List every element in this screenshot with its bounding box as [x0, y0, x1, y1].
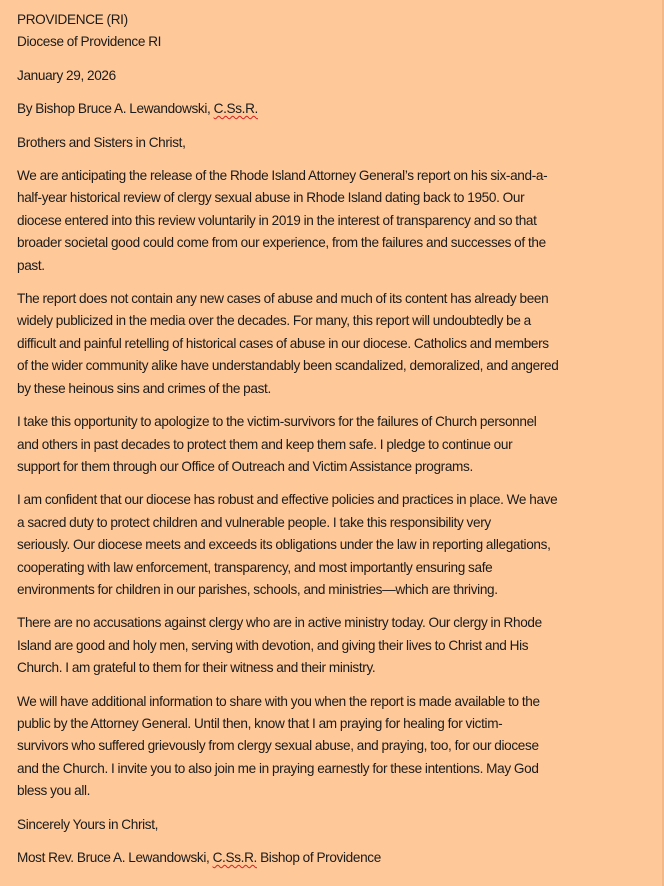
closing: Sincerely Yours in Christ,: [17, 816, 159, 832]
spacer: [17, 803, 657, 814]
signature-title: Bishop of Providence: [256, 850, 381, 865]
paragraph-line: There are no accusations against clergy who are in active ministry today. Our clergy in Rhode: [17, 615, 542, 631]
paragraph-line: of the wider community alike have understandably been scandalized, demoralized, and angered: [17, 358, 559, 374]
paragraph-3: [17, 411, 657, 478]
paragraph-line: widely publicized in the media over the decades. For many, this report will undoubtedly be a: [17, 313, 531, 329]
paragraph-line: I take this opportunity to apologize to the victim-survivors for the failures of Church personnel: [17, 414, 537, 430]
paragraph-line: public by the Attorney General. Until then, know that I am praying for healing for victim-: [17, 715, 503, 731]
spacer: [17, 277, 657, 288]
paragraph-line: survivors who suffered grievously from clergy sexual abuse, and praying, too, for our diocese: [17, 738, 539, 754]
spacer: [17, 54, 657, 65]
spacer: [17, 478, 657, 489]
paragraph-5: [17, 612, 657, 679]
paragraph-line: and others in past decades to protect them and keep them safe. I pledge to continue our: [17, 436, 513, 452]
salutation: Brothers and Sisters in Christ,: [17, 134, 186, 150]
document-body: [17, 9, 657, 869]
paragraph-line: bless you all.: [17, 783, 91, 799]
paragraph-2: [17, 288, 657, 400]
spacer: [17, 154, 657, 165]
paragraph-line: half-year historical review of clergy sexual abuse in Rhode Island dating back to 1950. Our: [17, 190, 525, 206]
date-line: January 29, 2026: [17, 67, 116, 83]
organization-line: Diocese of Providence RI: [17, 34, 162, 50]
paragraph-line: cooperating with law enforcement, transparency, and most importantly ensuring safe: [17, 559, 493, 575]
signature: [17, 847, 657, 869]
paragraph-line: The report does not contain any new cases of abuse and much of its content has already been: [17, 291, 549, 307]
paragraph-line: broader societal good could come from our experience, from the failures and successes of the: [17, 235, 546, 251]
paragraph-line: seriously. Our diocese meets and exceeds its obligations under the law in reporting allegations,: [17, 537, 551, 553]
paragraph-line: I am confident that our diocese has robust and effective policies and practices in place. We have: [17, 492, 558, 508]
paragraph-line: environments for children in our parishes, schools, and ministries—which are thriving.: [17, 581, 498, 597]
paragraph-line: We are anticipating the release of the Rhode Island Attorney General’s report on his six-and-a-: [17, 168, 548, 184]
paragraph-1: [17, 165, 657, 277]
spacer: [17, 836, 657, 847]
spacer: [17, 400, 657, 411]
signature-abbrev-spellcheck[interactable]: C.Ss.R.: [212, 850, 257, 865]
signature-name: Most Rev. Bruce A. Lewandowski,: [17, 850, 213, 865]
paragraph-line: and the Church. I invite you to also join me in praying earnestly for these intentions. May God: [17, 760, 539, 776]
paragraph-line: diocese entered into this review voluntarily in 2019 in the interest of transparency and so that: [17, 212, 537, 228]
paragraph-line: Church. I am grateful to them for their witness and their ministry.: [17, 660, 376, 676]
paragraph-6: [17, 691, 657, 803]
spacer: [17, 121, 657, 132]
paragraph-line: difficult and painful retelling of historical cases of abuse in our diocese. Catholics and members: [17, 335, 549, 351]
paragraph-4: [17, 489, 657, 601]
paragraph-line: a sacred duty to protect children and vulnerable people. I take this responsibility very: [17, 514, 491, 530]
location-line: PROVIDENCE (RI): [17, 12, 128, 27]
byline-name: By Bishop Bruce A. Lewandowski,: [17, 101, 214, 117]
paragraph-line: We will have additional information to share with you when the report is made available to the: [17, 693, 540, 709]
byline-abbrev-spellcheck[interactable]: C.Ss.R.: [213, 101, 258, 117]
paragraph-line: Island are good and holy men, serving with devotion, and giving their lives to Christ and His: [17, 637, 529, 653]
spacer: [17, 87, 657, 98]
paragraph-line: support for them through our Office of Outreach and Victim Assistance programs.: [17, 458, 473, 474]
paragraph-line: by these heinous sins and crimes of the past.: [17, 380, 271, 396]
paragraph-line: past.: [17, 257, 45, 273]
spacer: [17, 601, 657, 612]
byline: [17, 98, 657, 120]
spacer: [17, 680, 657, 691]
